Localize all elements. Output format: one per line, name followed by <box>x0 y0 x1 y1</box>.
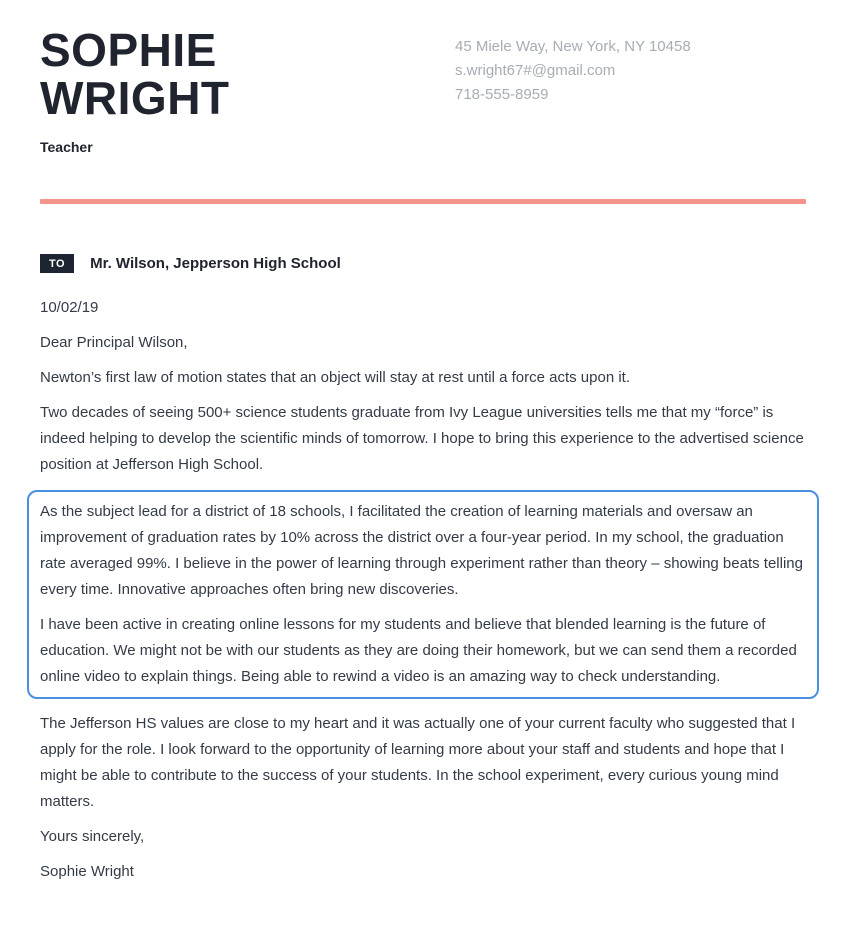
paragraph: The Jefferson HS values are close to my heart and it was actually one of your current faculty who suggested that I apply for the role. I look forward to the opportunity of learning more about your staff and students and hope that I might be able to contribute to the success of your students. In the school experiment, every curious young mind matters. <box>40 714 796 810</box>
to-badge: TO <box>40 254 74 273</box>
author-name <box>40 26 455 123</box>
salutation: Dear Principal Wilson, <box>40 333 188 351</box>
author-block <box>40 26 455 155</box>
paragraph: I have been active in creating online lessons for my students and believe that blended learning is the future of education. We might not be with our students as they are doing their homework, but we can send them a recorded online video to explain things. Being able to rewind a video is an amazing way to check understanding. <box>40 615 797 685</box>
signoff: Yours sincerely, <box>40 827 145 845</box>
highlighted-section[interactable] <box>27 490 819 699</box>
letter-date: 10/02/19 <box>40 298 99 316</box>
signature: Sophie Wright <box>40 862 134 880</box>
contact-info <box>455 26 691 107</box>
paragraph: Two decades of seeing 500+ science students graduate from Ivy League universities tells me that my “force” is indeed helping to develop the scientific minds of tomorrow. I hope to bring this experience to the advertised science position at Jefferson High School. <box>40 403 804 473</box>
author-name-line1: SOPHIE <box>40 24 217 76</box>
paragraph: Newton’s first law of motion states that an object will stay at rest until a force acts upon it. <box>40 368 630 386</box>
job-title: Teacher <box>40 138 93 155</box>
contact-address: 45 Miele Way, New York, NY 10458 <box>455 38 691 55</box>
author-name-line2: WRIGHT <box>40 72 230 125</box>
contact-phone: 718-555-8959 <box>455 86 549 103</box>
letter-header <box>40 26 806 155</box>
paragraph: As the subject lead for a district of 18 schools, I facilitated the creation of learning materials and oversaw an improvement of graduation rates by 10% across the district over a four-year period. In my school, the graduation rate averaged 99%. I believe in the power of learning through experiment rather than theory – showing beats telling every time. Innovative approaches often bring new discoveries. <box>40 502 803 598</box>
letter-body <box>40 295 806 885</box>
recipient-name: Mr. Wilson, Jepperson High School <box>90 254 341 272</box>
accent-divider <box>40 199 806 204</box>
contact-email: s.wright67#@gmail.com <box>455 62 616 79</box>
recipient-row <box>40 254 806 273</box>
